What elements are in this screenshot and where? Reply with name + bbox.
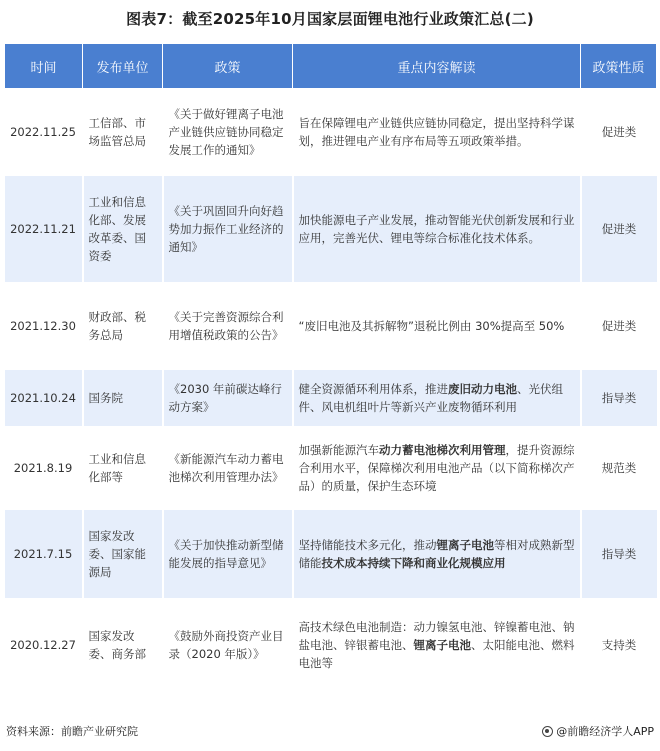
header-policy: 政策: [163, 44, 293, 89]
cell-issuer: 财政部、税务总局: [83, 282, 163, 370]
content-text: 加快能源电子产业发展，推动智能光伏创新发展和行业应用，完善光伏、锂电等综合标准化技术体系。: [298, 212, 575, 245]
header-type: 政策性质: [581, 44, 657, 89]
content-highlight: 技术成本持续下降和商业化规模应用: [321, 555, 506, 570]
content-highlight: 锂离子电池: [436, 537, 494, 552]
content-highlight: 动力蓄电池梯次利用管理: [379, 442, 506, 457]
content-text: 加强新能源汽车: [298, 442, 379, 457]
cell-issuer: 国务院: [83, 370, 163, 426]
cell-issuer: 国家发改委、国家能源局: [83, 510, 163, 598]
policy-table: [4, 43, 657, 692]
content-text: 高技术绿色电池制造：动力镍氢电池、锌镍蓄电池、钠盐电池、锌银蓄电池、: [298, 619, 575, 652]
page-title: 图表7：截至2025年10月国家层面锂电池行业政策汇总(二): [126, 10, 534, 28]
cell-type: 规范类: [581, 426, 657, 510]
source-note: 资料来源：前瞻产业研究院: [6, 725, 138, 738]
table-row: [5, 510, 657, 598]
cell-time: 2021.7.15: [5, 510, 83, 598]
cell-time: 2021.12.30: [5, 282, 83, 370]
cell-content: [293, 282, 581, 370]
content-text: 健全资源循环利用体系，推进: [298, 381, 448, 396]
cell-time: 2022.11.25: [5, 89, 83, 176]
content-highlight: 废旧动力电池: [448, 381, 517, 396]
policy-table-container: [4, 43, 656, 692]
cell-time: 2022.11.21: [5, 176, 83, 282]
cell-issuer: 工业和信息化部、发展改革委、国资委: [83, 176, 163, 282]
cell-content: [293, 598, 581, 692]
cell-type: 促进类: [581, 176, 657, 282]
cell-content: [293, 89, 581, 176]
content-text: 、光伏组件、风电机组叶片等新兴产业废物循环利用: [298, 381, 563, 414]
cell-type: 促进类: [581, 282, 657, 370]
cell-type: 指导类: [581, 510, 657, 598]
table-row: [5, 176, 657, 282]
content-text: ，提升资源综合利用水平，保障梯次利用电池产品（以下简称梯次产品）的质量，保护生态环境: [298, 442, 575, 493]
cell-issuer: 国家发改委、商务部: [83, 598, 163, 692]
table-header-row: [5, 44, 657, 89]
header-issuer: 发布单位: [83, 44, 163, 89]
header-content: 重点内容解读: [293, 44, 581, 89]
cell-issuer: 工信部、市场监管总局: [83, 89, 163, 176]
cell-content: [293, 176, 581, 282]
brand-text: @前瞻经济学人APP: [556, 725, 654, 738]
cell-time: 2021.10.24: [5, 370, 83, 426]
cell-type: 支持类: [581, 598, 657, 692]
cell-policy: 《关于巩固回升向好趋势加力振作工业经济的通知》: [163, 176, 293, 282]
content-text: 坚持储能技术多元化，推动: [298, 537, 437, 552]
cell-policy: 《关于做好锂离子电池产业链供应链协同稳定发展工作的通知》: [163, 89, 293, 176]
cell-policy: 《新能源汽车动力蓄电池梯次利用管理办法》: [163, 426, 293, 510]
cell-policy: 《关于完善资源综合利用增值税政策的公告》: [163, 282, 293, 370]
brand-circle-icon: [542, 726, 553, 737]
table-row: [5, 282, 657, 370]
cell-content: [293, 510, 581, 598]
table-row: [5, 370, 657, 426]
cell-policy: 《关于加快推动新型储能发展的指导意见》: [163, 510, 293, 598]
content-text: “废旧电池及其拆解物”退税比例由 30%提高至 50%: [298, 318, 565, 333]
table-row: [5, 89, 657, 176]
cell-type: 促进类: [581, 89, 657, 176]
cell-content: [293, 370, 581, 426]
cell-time: 2020.12.27: [5, 598, 83, 692]
table-row: [5, 598, 657, 692]
cell-type: 指导类: [581, 370, 657, 426]
cell-time: 2021.8.19: [5, 426, 83, 510]
content-text: 旨在保障锂电产业链供应链协同稳定，提出坚持科学谋划，推进锂电产业有序布局等五项政策举措。: [298, 116, 575, 149]
brand-credit: [542, 723, 654, 739]
cell-issuer: 工业和信息化部等: [83, 426, 163, 510]
cell-policy: 《鼓励外商投资产业目录（2020 年版）》: [163, 598, 293, 692]
header-time: 时间: [5, 44, 83, 89]
content-text: 、太阳能电池、燃料电池等: [298, 637, 575, 670]
content-highlight: 锂离子电池: [413, 637, 471, 652]
cell-content: [293, 426, 581, 510]
table-row: [5, 426, 657, 510]
content-text: 等相对成熟新型储能: [298, 537, 575, 570]
cell-policy: 《2030 年前碳达峰行动方案》: [163, 370, 293, 426]
